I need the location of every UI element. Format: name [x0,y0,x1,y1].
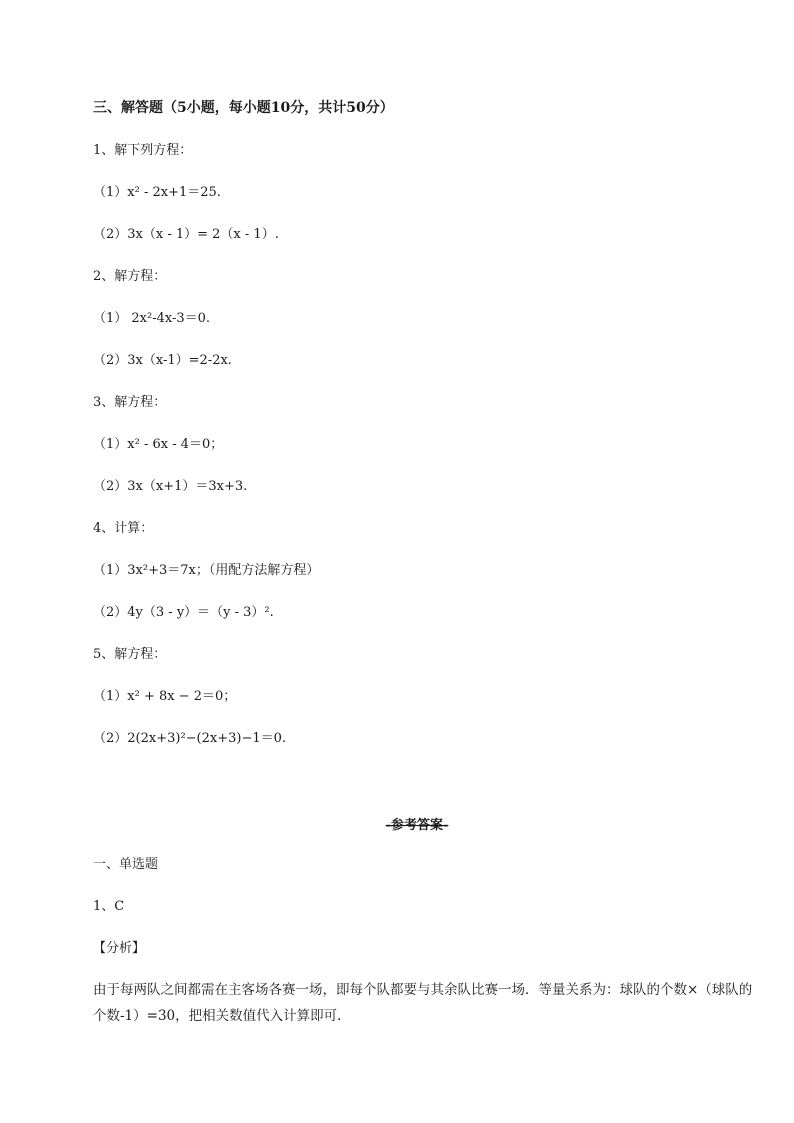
question-2-part-2: （2）3x（x-1）=2-2x. [93,353,232,368]
question-3-part-2: （2）3x（x+1）＝3x+3. [93,479,248,494]
answers-title: -参考答案- [385,818,449,833]
question-1-title: 1、解下列方程： [93,143,193,158]
question-2-part-1: （1） 2x²-4x-3＝0. [93,311,211,326]
question-5-title: 5、解方程： [93,647,167,662]
analysis-label: 【分析】 [93,941,146,956]
question-5-part-1: （1）x² + 8x − 2＝0； [93,689,237,704]
question-3-title: 3、解方程： [93,395,167,410]
question-4-part-1: （1）3x²+3＝7x；（用配方法解方程） [93,563,320,578]
question-3-part-1: （1）x² - 6x - 4＝0； [93,437,224,452]
question-1-part-2: （2）3x（x - 1）= 2（x - 1）. [93,227,279,242]
answers-section-heading: 一、单选题 [93,857,159,872]
section-heading: 三、解答题（5小题，每小题10分，共计50分） [93,100,394,116]
question-4-part-2: （2）4y（3 - y）＝（y - 3）². [93,605,274,620]
question-1-part-1: （1）x² - 2x+1＝25. [93,185,221,200]
question-4-title: 4、计算： [93,521,154,536]
question-5-part-2: （2）2(2x+3)²−(2x+3)−1＝0. [93,731,287,746]
analysis-text: 由于每两队之间都需在主客场各赛一场，即每个队都要与其余队比赛一场．等量关系为：球队的个数×（球队的个数-1）=30，把相关数值代入计算即可． [93,982,753,1024]
answer-1: 1、C [93,899,125,914]
question-2-title: 2、解方程： [93,269,167,284]
